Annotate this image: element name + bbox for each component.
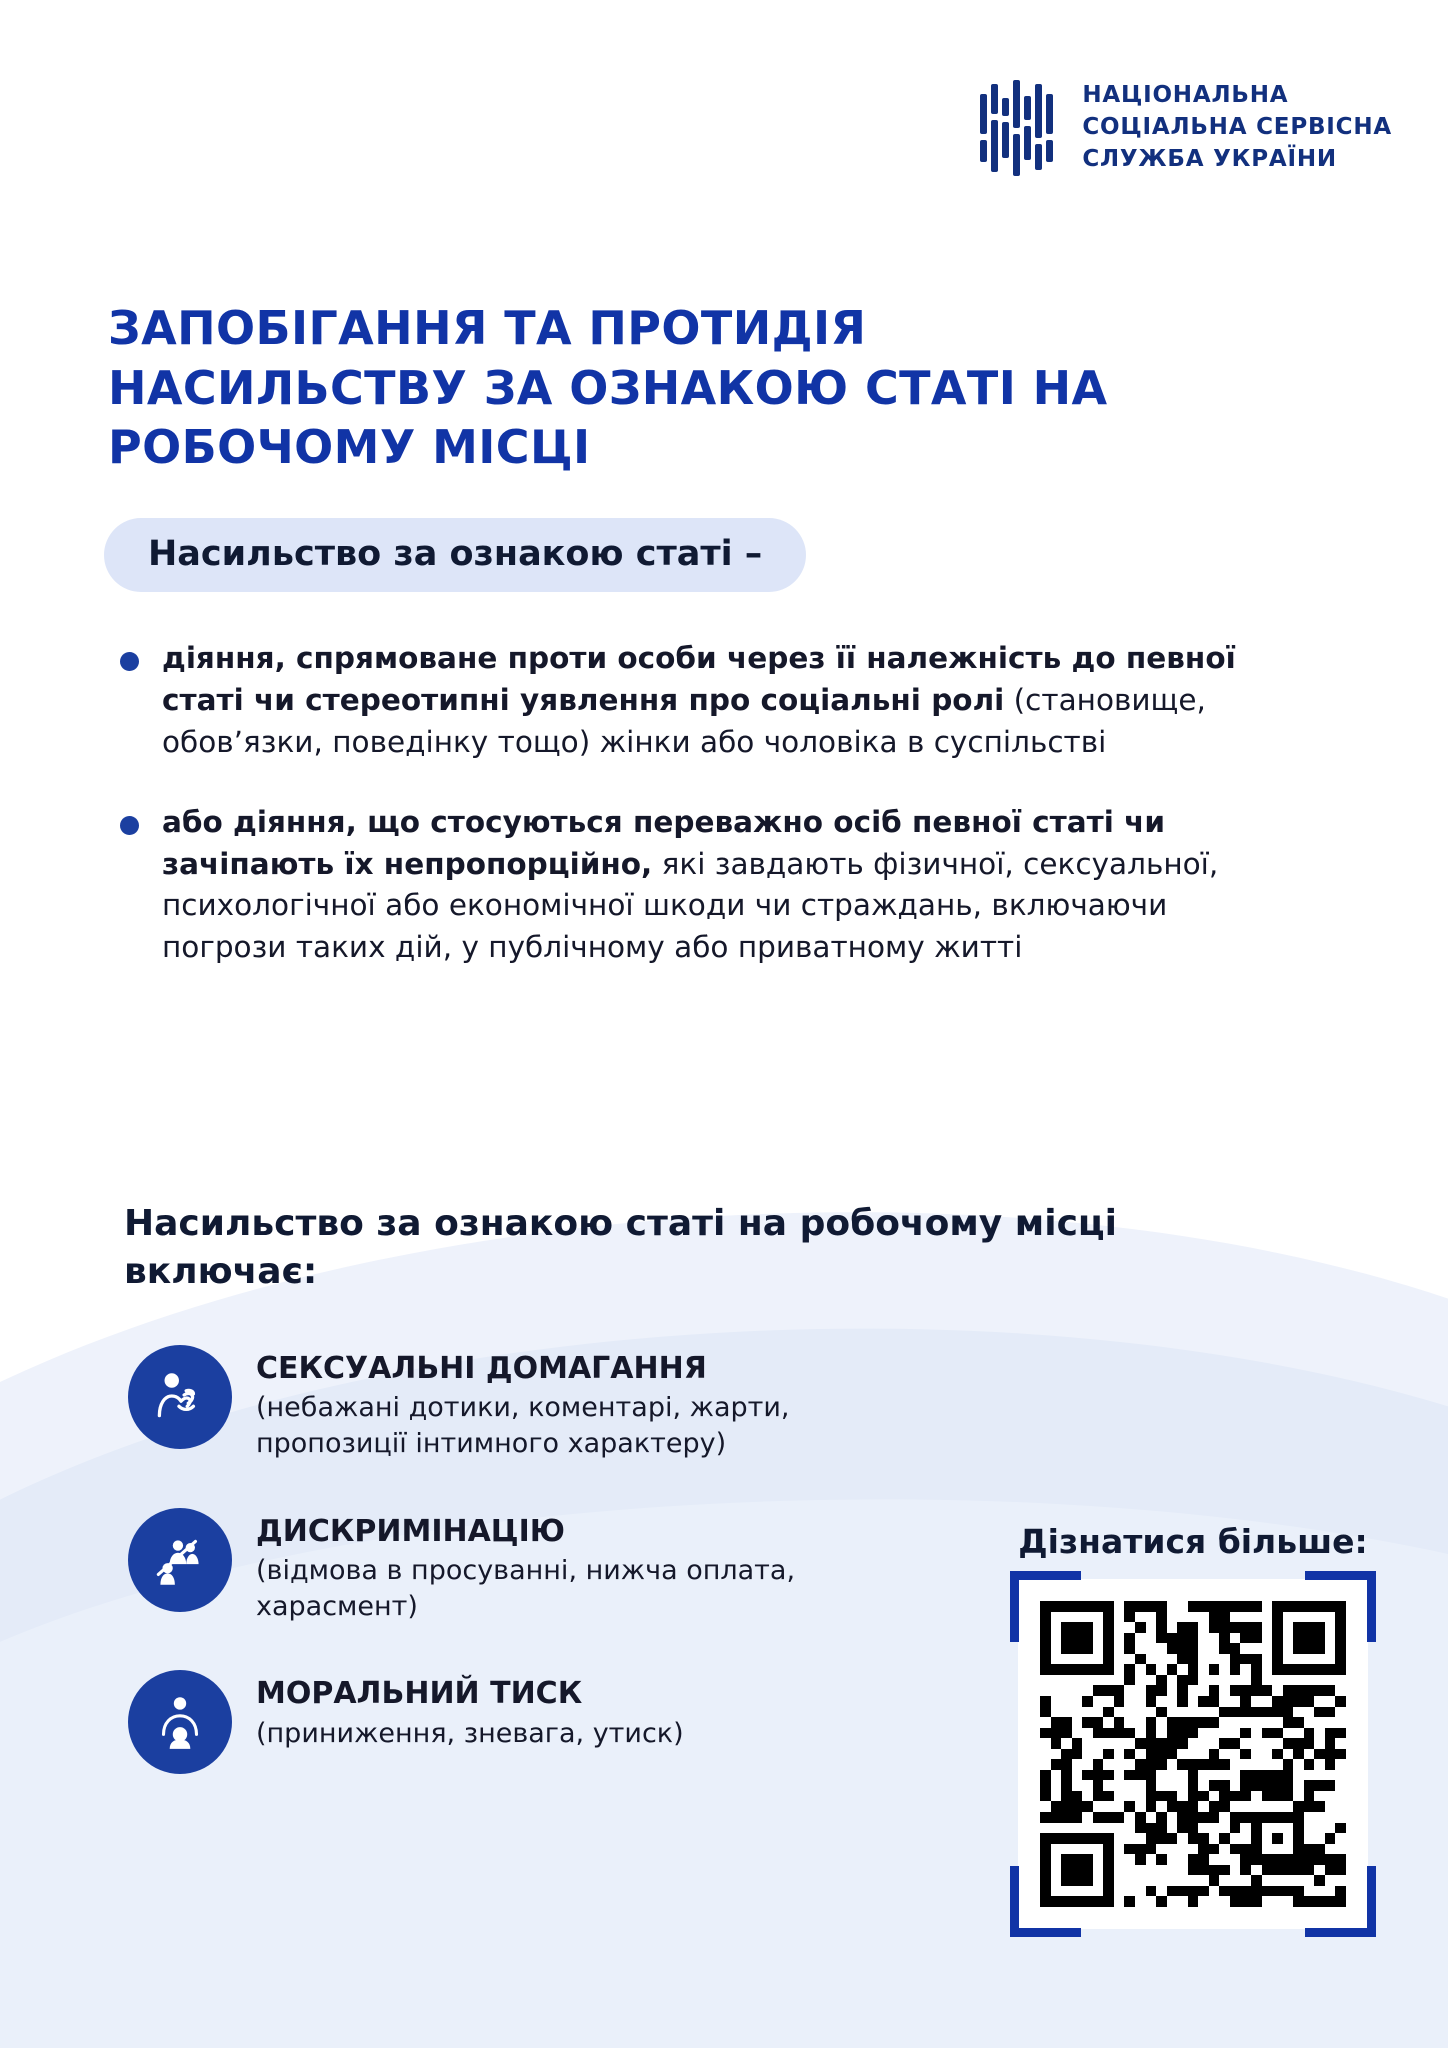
qr-label: Дізнатися більше: — [1018, 1522, 1368, 1561]
logo-line-2: СОЦІАЛЬНА СЕРВІСНА — [1082, 114, 1392, 141]
item-title: ДИСКРИМІНАЦІЮ — [256, 1513, 566, 1549]
list-item — [120, 802, 1250, 970]
definition-bullet-list — [120, 638, 1250, 1007]
item-description: (відмова в просуванні, нижча оплата, харасмент) — [256, 1555, 796, 1622]
section-heading: Насильство за ознакою статі на робочому місці включає: — [124, 1203, 1117, 1292]
item-description: (небажані дотики, коментарі, жарти, пропозиції інтимного характеру) — [256, 1392, 790, 1460]
bullet-regular-text: (становище, обов’язки, поведінку тощо) жінки або чоловіка в суспільстві — [162, 682, 1206, 759]
logo-line-3: СЛУЖБА УКРАЇНИ — [1082, 145, 1337, 172]
list-item — [128, 1508, 888, 1625]
logo-text — [1082, 80, 1392, 175]
qr-section — [994, 1522, 1392, 1929]
item-title: СЕКСУАЛЬНІ ДОМАГАННЯ — [256, 1351, 707, 1386]
item-description: (приниження, зневага, утиск) — [256, 1717, 684, 1749]
qr-code[interactable] — [1018, 1579, 1368, 1929]
pressure-icon — [128, 1670, 232, 1774]
bullet-dot-icon — [120, 652, 139, 671]
organization-logo — [978, 78, 1392, 178]
harassment-icon — [128, 1345, 232, 1449]
definition-pill-heading: Насильство за ознакою статі – — [104, 518, 806, 592]
list-item — [128, 1345, 888, 1462]
bullet-dot-icon — [120, 816, 139, 835]
bullet-regular-text: які завдають фізичної, сексуальної, психологічної або економічної шкоди чи страждань, включаючи погрози таких дій, у публічному або приватному житті — [162, 846, 1219, 965]
nssu-logo-mark — [978, 78, 1060, 178]
list-item — [128, 1670, 888, 1774]
discrimination-icon — [128, 1508, 232, 1612]
item-title: МОРАЛЬНИЙ ТИСК — [256, 1676, 583, 1712]
violence-types-list — [128, 1345, 888, 1820]
page-title: ЗАПОБІГАННЯ ТА ПРОТИДІЯ НАСИЛЬСТВУ ЗА ОЗНАКОЮ СТАТІ НА РОБОЧОМУ МІСЦІ — [108, 300, 1108, 475]
qr-matrix — [1040, 1601, 1346, 1907]
logo-line-1: НАЦІОНАЛЬНА — [1082, 82, 1289, 109]
bullet-bold-text: діяння, спрямоване проти особи через її належність до певної статі чи стереотипні уявлення про соціальні ролі — [162, 641, 1236, 717]
bullet-bold-text: або діяння, що стосуються переважно осіб певної статі чи зачіпають їх непропорційно, — [162, 804, 1166, 881]
list-item — [120, 638, 1250, 764]
